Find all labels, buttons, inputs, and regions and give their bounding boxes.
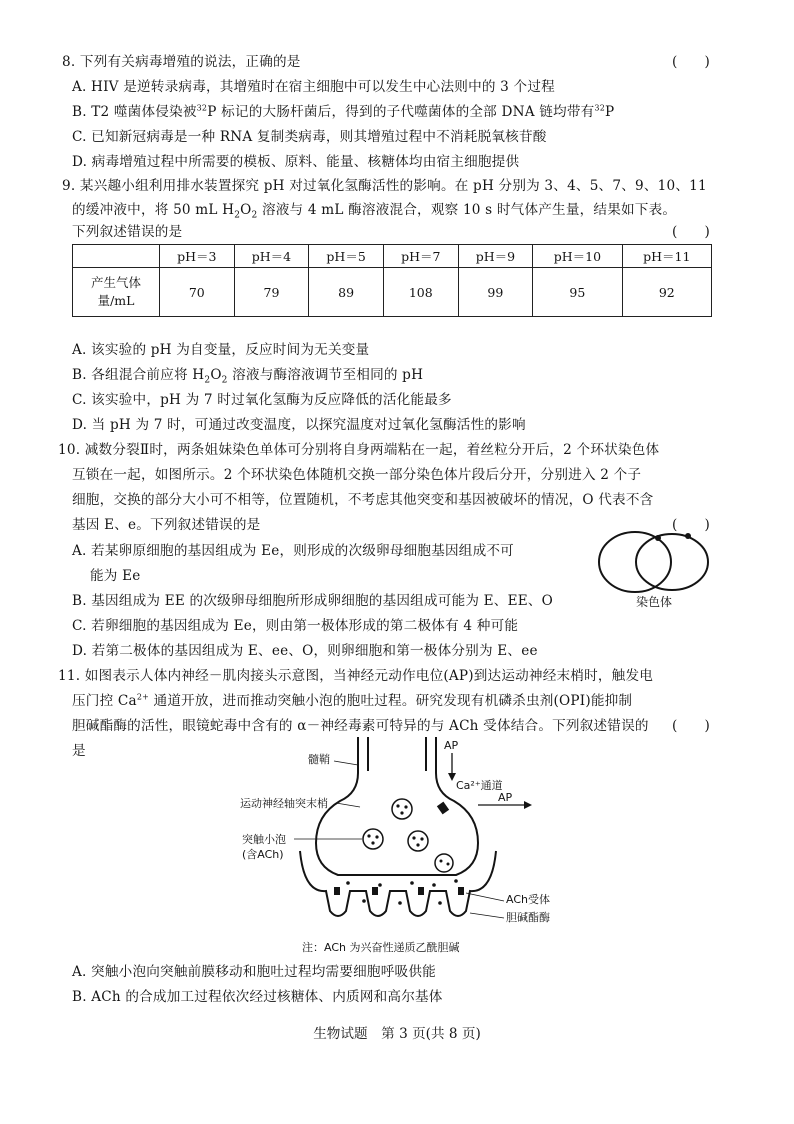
arrowhead-icon — [524, 801, 532, 809]
table-col-header: pH＝5 — [309, 245, 384, 268]
q10-answer-bracket: ( ) — [672, 517, 710, 533]
label-cholinesterase: 胆碱酯酶 — [506, 911, 550, 924]
label-axon-terminal: 运动神经轴突末梢 — [240, 797, 328, 810]
q10-option-a-line1: A. 若某卵原细胞的基因组成为 Ee，则形成的次级卵母细胞基因组成不可 — [72, 543, 514, 559]
label-ap-top: AP — [444, 739, 459, 752]
q9-option-b: B. 各组混合前应将 $H_2O_2$ 溶液与酶溶液调节至相同的 pH — [72, 367, 424, 386]
leader-line — [470, 913, 504, 918]
arrowhead-icon — [448, 773, 456, 781]
centromere-dot — [685, 533, 691, 539]
q9-answer-bracket: ( ) — [672, 224, 710, 240]
label-ach-receptor: ACh受体 — [506, 893, 550, 906]
table-col-header: pH＝9 — [458, 245, 533, 268]
table-col-header: pH＝4 — [234, 245, 309, 268]
q10-stem-line1: 10. 减数分裂Ⅱ时，两条姐妹染色单体可分别将自身两端粘在一起，着丝粒分开后，2 个环状染色体 — [58, 442, 660, 458]
q8-option-b: B. T2 噬菌体侵染被$^{32}$P 标记的大肠杆菌后，得到的子代噬菌体的全部 DNA 链均带有$^{32}$P — [72, 103, 615, 120]
leader-line — [336, 803, 360, 807]
q11-option-b: B. ACh 的合成加工过程依次经过核糖体、内质网和高尔基体 — [72, 989, 443, 1005]
q8-stem: 8. 下列有关病毒增殖的说法，正确的是 — [62, 54, 301, 70]
q11-stem-line4: 是 — [72, 743, 86, 759]
q10-option-d: D. 若第二极体的基因组成为 E、ee、O，则卵细胞和第一极体分别为 E、ee — [72, 643, 538, 659]
q10-option-a-line2: 能为 Ee — [90, 568, 141, 584]
table-cell: 89 — [309, 268, 384, 317]
label-ca-channel: Ca²⁺通道 — [456, 779, 503, 792]
synaptic-vesicle — [408, 831, 428, 851]
q10-stem-line3: 细胞，交换的部分大小可不相等，位置随机，不考虑其他突变和基因被破坏的情况，O 代表不含 — [72, 492, 654, 508]
figure-note: 注：ACh 为兴奋性递质乙酰胆碱 — [302, 941, 460, 954]
table-cell: 92 — [622, 268, 711, 317]
q9-option-d: D. 当 pH 为 7 时，可通过改变温度，以探究温度对过氧化氢酶活性的影响 — [72, 417, 526, 433]
synaptic-vesicle — [392, 799, 412, 819]
neuromuscular-junction-figure — [230, 735, 570, 957]
table-cell: 108 — [383, 268, 458, 317]
table-header-row — [73, 245, 712, 268]
label-vesicle-ach: (含ACh) — [242, 848, 284, 861]
leader-line — [466, 893, 504, 901]
table-col-header: pH＝3 — [160, 245, 235, 268]
page-footer: 生物试题 第 3 页(共 8 页) — [313, 1026, 481, 1042]
label-myelin: 髓鞘 — [308, 753, 330, 766]
interlocked-ring-chromosomes-figure — [592, 520, 722, 612]
q11-option-a: A. 突触小泡向突触前膜移动和胞吐过程均需要细胞呼吸供能 — [72, 964, 436, 980]
q11-stem-line2: 压门控 $Ca^{2+}$ 通道开放，进而推动突触小泡的胞吐过程。研究发现有机磷杀虫剂(OPI)能抑制 — [72, 692, 633, 709]
q10-stem-line4: 基因 E、e。下列叙述错误的是 — [72, 517, 261, 533]
leader-line — [334, 761, 358, 765]
table-col-header: pH＝11 — [622, 245, 711, 268]
q10-option-b: B. 基因组成为 EE 的次级卵母细胞所形成卵细胞的基因组成可能为 E、EE、O — [72, 593, 553, 609]
q10-stem-line2: 互锁在一起，如图所示。2 个环状染色体随机交换一部分染色体片段后分开，分别进入 2 个子 — [72, 467, 642, 483]
q9-stem-line2: 的缓冲液中，将 50 mL $H_2O_2$ 溶液与 4 mL 酶溶液混合，观察 10 s 时气体产生量，结果如下表。 — [72, 202, 677, 221]
figure-label-chromosome: 染色体 — [636, 595, 673, 609]
table-cell: 95 — [533, 268, 622, 317]
postsynaptic-membrane — [300, 851, 496, 916]
table-cell: 79 — [234, 268, 309, 317]
q10-option-c: C. 若卵细胞的基因组成为 Ee，则由第一极体形成的第二极体有 4 种可能 — [72, 618, 519, 634]
ph-results-table — [72, 244, 712, 317]
q11-stem-line1: 11. 如图表示人体内神经－肌肉接头示意图，当神经元动作电位(AP)到达运动神经末梢时，触发电 — [58, 668, 654, 684]
q8-option-c: C. 已知新冠病毒是一种 RNA 复制类病毒，则其增殖过程中不消耗脱氧核苷酸 — [72, 129, 547, 145]
q11-answer-bracket: ( ) — [672, 718, 710, 734]
q8-answer-bracket: ( ) — [672, 54, 710, 70]
table-row — [73, 268, 712, 317]
q11-stem-line3: 胆碱酯酶的活性，眼镜蛇毒中含有的 α－神经毒素可特异的与 ACh 受体结合。下列叙述错误的 — [72, 718, 649, 734]
table-corner-cell — [73, 245, 160, 268]
q9-option-a: A. 该实验的 pH 为自变量，反应时间为无关变量 — [72, 342, 370, 358]
table-row-header: 产生气体量/mL — [73, 268, 160, 317]
label-ap-right: AP — [498, 791, 513, 804]
q9-option-c: C. 该实验中，pH 为 7 时过氧化氢酶为反应降低的活化能最多 — [72, 392, 452, 408]
calcium-channel-icon — [437, 802, 449, 815]
synaptic-vesicle — [363, 829, 383, 849]
centromere-dot — [655, 535, 661, 541]
table-cell: 99 — [458, 268, 533, 317]
table-cell: 70 — [160, 268, 235, 317]
synaptic-vesicle-fusing — [435, 854, 453, 872]
q9-stem-line1: 9. 某兴趣小组利用排水装置探究 pH 对过氧化氢酶活性的影响。在 pH 分别为 3、4、5、7、9、10、11 — [62, 178, 707, 194]
label-vesicle: 突触小泡 — [242, 833, 286, 846]
q8-option-d: D. 病毒增殖过程中所需要的模板、原料、能量、核糖体均由宿主细胞提供 — [72, 154, 520, 170]
q8-option-a: A. HIV 是逆转录病毒，其增殖时在宿主细胞中可以发生中心法则中的 3 个过程 — [72, 79, 555, 95]
q9-stem-line3: 下列叙述错误的是 — [72, 224, 183, 240]
table-col-header: pH＝10 — [533, 245, 622, 268]
table-col-header: pH＝7 — [383, 245, 458, 268]
